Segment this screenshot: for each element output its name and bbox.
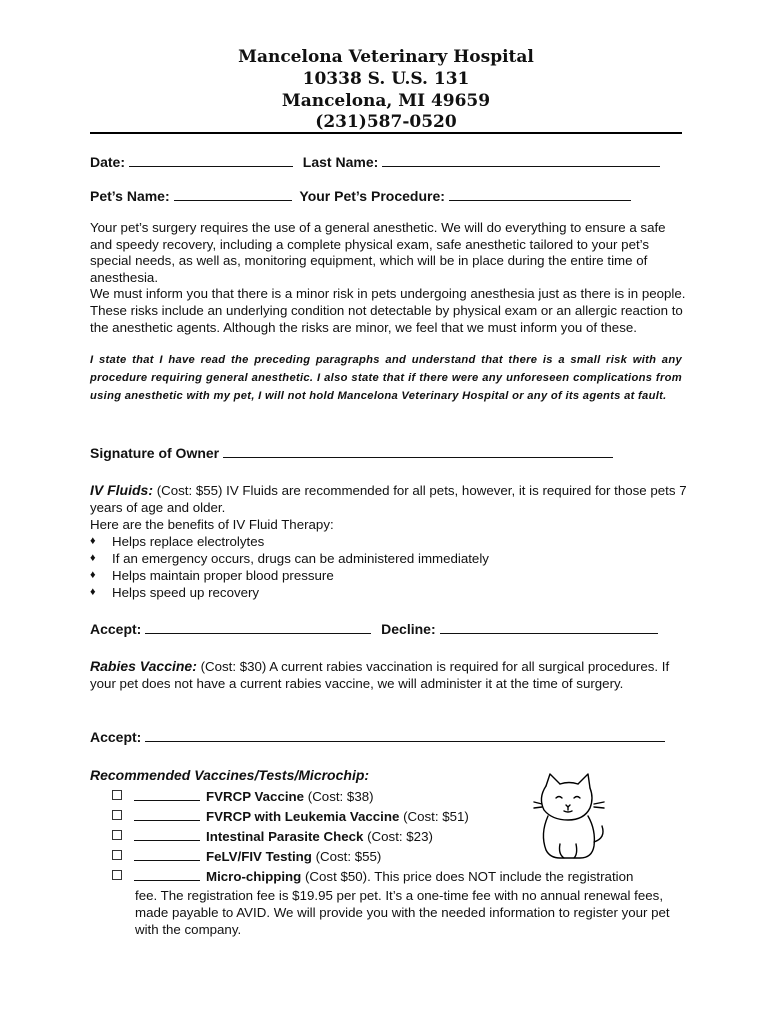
petname-procedure-row [90, 187, 631, 204]
pet-name-field[interactable] [174, 187, 292, 201]
list-item: Intestinal Parasite Check (Cost: $23) [112, 827, 692, 847]
diamond-bullet-icon: ♦ [90, 535, 96, 547]
signature-field[interactable] [223, 444, 613, 458]
list-item: ♦ Helps speed up recovery [90, 585, 260, 600]
signature-row [90, 444, 613, 461]
iv-fluids-title: IV Fluids: [90, 482, 153, 498]
rabies-section [90, 658, 690, 692]
rabies-accept-row [90, 728, 665, 745]
microchip-details: fee. The registration fee is $19.95 per pet. It’s a one-time fee with no annual renewal fees, made payable to AVID. We will provide you with the needed information to register your pet with the company. [135, 888, 670, 937]
list-item: ♦ If an emergency occurs, drugs can be administered immediately [90, 551, 489, 566]
anesthesia-info [90, 220, 690, 336]
diamond-bullet-icon: ♦ [90, 586, 96, 598]
date-lastname-row [90, 153, 660, 170]
fvrcp-checkbox[interactable] [112, 790, 122, 800]
clinic-address: 10338 S. U.S. 131 [302, 69, 470, 89]
iv-decline-field[interactable] [440, 620, 658, 634]
rabies-title: Rabies Vaccine: [90, 658, 197, 674]
clinic-phone: (231)587-0520 [315, 112, 457, 132]
recommended-title: Recommended Vaccines/Tests/Microchip: [90, 767, 370, 783]
felv-fiv-checkbox[interactable] [112, 850, 122, 860]
diamond-bullet-icon: ♦ [90, 569, 96, 581]
list-item: FeLV/FIV Testing (Cost: $55) [112, 847, 692, 867]
diamond-bullet-icon: ♦ [90, 552, 96, 564]
pet-name-label: Pet’s Name: [90, 188, 170, 204]
procedure-label: Your Pet’s Procedure: [299, 188, 445, 204]
signature-label: Signature of Owner [90, 445, 220, 461]
iv-decline-label: Decline: [381, 621, 436, 637]
anesthesia-paragraph-1: Your pet’s surgery requires the use of a general anesthetic. We will do everything to ensure a safe and speedy recovery, including a complete physical exam, safe anesthetic tailored to your pet’s special needs, as well as, monitoring equipment, which will be in place during the entire time of anesthesia. [90, 220, 666, 285]
iv-fluids-text: (Cost: $55) IV Fluids are recommended for all pets, however, it is required for those pets 7 years of age and older. [90, 483, 687, 515]
list-item: FVRCP with Leukemia Vaccine (Cost: $51) [112, 807, 692, 827]
rabies-accept-label: Accept: [90, 729, 142, 745]
rabies-accept-field[interactable] [145, 728, 665, 742]
last-name-label: Last Name: [302, 154, 379, 170]
iv-benefits-list [90, 533, 690, 601]
iv-benefits-intro: Here are the benefits of IV Fluid Therapy: [90, 517, 334, 532]
list-item: ♦ Helps replace electrolytes [90, 534, 265, 549]
list-item: FVRCP Vaccine (Cost: $38) [112, 787, 692, 807]
consent-statement: I state that I have read the preceding paragraphs and understand that there is a small risk with any procedure requiring general anesthetic. I also state that if there were any unforeseen complications from using anesthetic with my pet, I will not hold Mancelona Veterinary Hospital or any of its agents at fault. [90, 354, 682, 403]
procedure-field[interactable] [449, 187, 631, 201]
microchip-blank[interactable] [134, 868, 200, 881]
date-field[interactable] [129, 153, 293, 167]
felv-fiv-blank[interactable] [134, 848, 200, 861]
parasite-check-checkbox[interactable] [112, 830, 122, 840]
list-item: ♦ Helps maintain proper blood pressure [90, 568, 334, 583]
fvrcp-leukemia-blank[interactable] [134, 808, 200, 821]
last-name-field[interactable] [382, 153, 660, 167]
list-item: Micro-chipping (Cost $50). This price does NOT include the registration [112, 867, 692, 887]
date-label: Date: [90, 154, 126, 170]
iv-accept-label: Accept: [90, 621, 142, 637]
iv-accept-field[interactable] [145, 620, 371, 634]
header-divider [90, 132, 682, 134]
rabies-text: (Cost: $30) A current rabies vaccination is required for all surgical procedures. If your pet does not have a current rabies vaccine, we will administer it at the time of surgery. [90, 659, 670, 691]
parasite-check-blank[interactable] [134, 828, 200, 841]
clinic-city: Mancelona, MI 49659 [281, 91, 491, 111]
anesthesia-paragraph-2: We must inform you that there is a minor risk in pets undergoing anesthesia just as there is in people. These risks include an underlying condition not detectable by physical exam or an allergic reaction to the anesthetic agents. Although the risks are minor, we feel that we must inform you of these. [90, 286, 686, 335]
iv-accept-decline-row [90, 620, 658, 637]
fvrcp-leukemia-checkbox[interactable] [112, 810, 122, 820]
fvrcp-blank[interactable] [134, 788, 200, 801]
clinic-name: Mancelona Veterinary Hospital [238, 47, 534, 67]
kitten-illustration [532, 772, 608, 862]
iv-fluids-section [90, 482, 690, 601]
microchip-checkbox[interactable] [112, 870, 122, 880]
